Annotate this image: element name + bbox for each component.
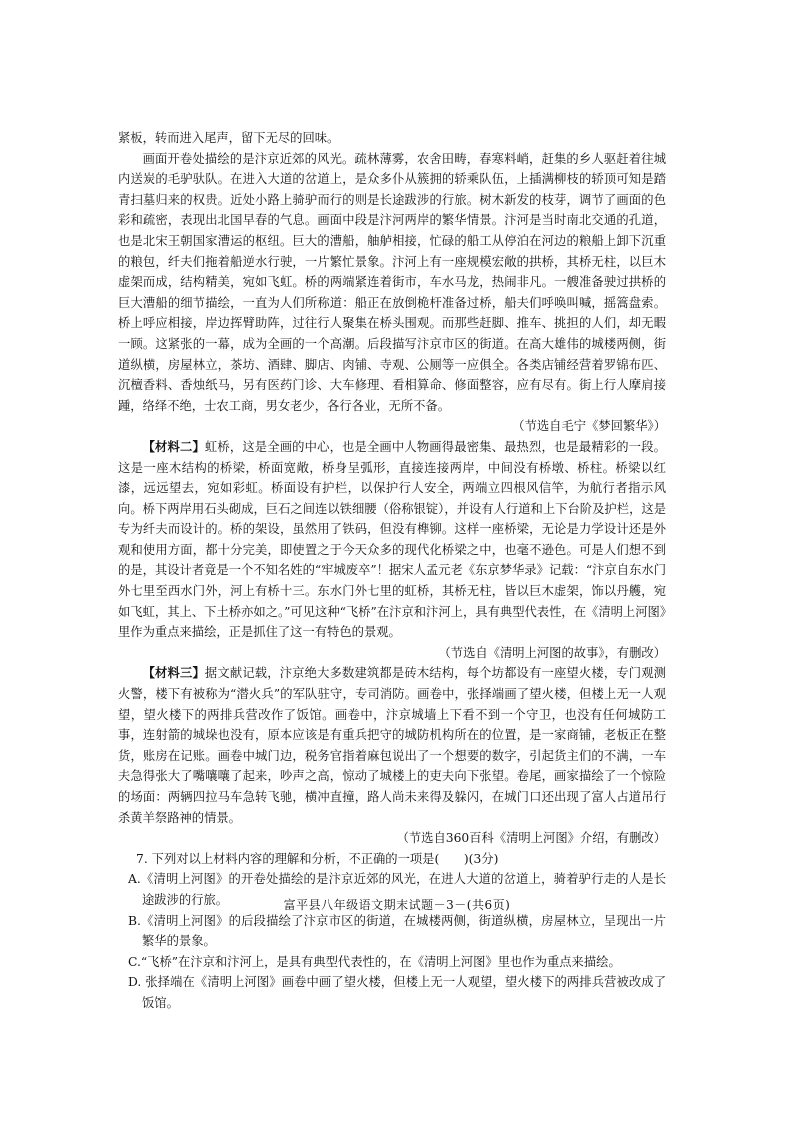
question-option-a: A.《清明上河图》的开卷处描绘的是汴京近郊的风光，在进人大道的岔道上，骑着驴行走的人是长途跋涉的行旅。	[128, 872, 666, 907]
material-two-text: 虹桥，这是全画的中心，也是全画中人物画得最密集、最热烈，也是最精彩的一段。这是一座木结构的桥梁，桥面宽敞，桥身呈弧形，直接连接两岸，中间没有桥墩、桥柱。桥梁以红漆，远远望去，宛如彩虹。桥面设有护栏，以保护行人安全，两端立四根风信竿，为航行者指示风向。桥下两岸用石头砌成，巨石之间连以铁细腰（俗称银锭），并设有人行道和上下台阶及护栏，这是专为纤夫而设计的。桥的架设，虽然用了铁码，但没有榫铆。这样一座桥梁，无论是力学设计还是外观和使用方面，都十分完美，即使置之于今天众多的现代化桥梁之中，也毫不逊色。可是人们想不到的是，其设计者竟是一个不知名姓的“牢城废卒”！据宋人孟元老《东京梦华录》记载：“汴京自东水门外七里至西水门外，河上有桥十三。东水门外七里的虹桥，其桥无柱，皆以巨木虚架，饰以丹艧，宛如飞虹，其上、下土桥亦如之。”可见这种“飞桥”在汴京和汴河上，具有典型代表性，在《清明上河图》里作为重点来描绘，正是抓住了这一有特色的景观。	[118, 439, 666, 640]
question-option-d: D. 张择端在《清明上河图》画卷中画了望火楼，但楼上无一人观望，望火楼下的两排兵营被改成了饭馆。	[128, 975, 666, 1010]
exam-page-body	[118, 128, 666, 1014]
question-stem: 7. 下列对以上材料内容的理解和分析，不正确的一项是( )(3分)	[136, 851, 499, 866]
question-option-c: C.“飞桥”在汴京和汴河上，是具有典型代表性的，在《清明上河图》里也作为重点来描绘。	[128, 954, 621, 969]
page-footer: 富平县八年级语文期末试题－3－(共6页)	[283, 898, 511, 912]
paragraph-material-one: 画面开卷处描绘的是汴京近郊的风光。疏林薄雾，农舍田畴，春寒料峭，赶集的乡人驱赶着往城内送炭的毛驴驮队。在进入大道的岔道上，是众多仆从簇拥的轿乘队伍，上插满柳枝的轿顶可知是踏青扫墓归来的权贵。近处小路上骑驴而行的则是长途跋涉的行旅。树木新发的枝芽，调节了画面的色彩和疏密，表现出北国早春的气息。画面中段是汴河两岸的繁华情景。汴河是当时南北交通的孔道，也是北宋王朝国家漕运的枢纽。巨大的漕船，舳舻相接，忙碌的船工从停泊在河边的粮船上卸下沉重的粮包，纤夫们拖着船逆水行驶，一片繁忙景象。汴河上有一座规模宏敞的拱桥，其桥无柱，以巨木虚架而成，结构精美，宛如飞虹。桥的两端紧连着街市，车水马龙，热闹非凡。一艘准备驶过拱桥的巨大漕船的细节描绘，一直为人们所称道：船正在放倒桅杆准备过桥，船夫们呼唤叫喊，摇篙盘索。桥上呼应相接，岸边挥臂助阵，过往行人聚集在桥头围观。而那些赶脚、推车、挑担的人们，却无暇一顾。这紧张的一幕，成为全画的一个高潮。后段描写汴京市区的街道。在高大雄伟的城楼两侧，街道纵横，房屋林立，茶坊、酒肆、脚店、肉铺、寺观、公厕等一应俱全。各类店铺经营着罗锦布匹、沉檀香料、香烛纸马，另有医药门诊、大车修理、看相算命、修面整容，应有尽有。街上行人摩肩接踵，络绎不绝，士农工商，男女老少，各行各业，无所不备。	[118, 151, 666, 413]
source-note-two: （节选自《清明上河图的故事》，有删改）	[438, 645, 666, 660]
material-three-label: 【材料三】	[142, 665, 205, 681]
source-note-three: （节选自360百科《清明上河图》介绍，有删改）	[396, 831, 666, 846]
paragraph-material-two	[118, 437, 666, 643]
paragraph-material-three	[118, 663, 666, 828]
paragraph-continuation: 紧板，转而进入尾声，留下无尽的回味。	[118, 131, 340, 145]
source-note-one: （节选自毛宁《梦回繁华》）	[512, 419, 666, 434]
material-two-label: 【材料二】	[142, 438, 205, 454]
question-option-b: B.《清明上河图》的后段描绘了汴京市区的街道，在城楼两侧，街道纵横，房屋林立，呈现出一片繁华的景象。	[128, 913, 666, 949]
material-three-text: 据文献记载，汴京绝大多数建筑都是砖木结构，每个坊都设有一座望火楼，专门观测火警，楼下有被称为“潜火兵”的军队驻守，专司消防。画卷中，张择端画了望火楼，但楼上无一人观望，望火楼下的两排兵营改作了饭馆。画卷中，汴京城墙上下看不到一个守卫，也没有任何城防工事，连射箭的城垛也没有，原本应该是有重兵把守的城防机构所在的位置，是一家商铺，老板正在整货，账房在记账。画卷中城门边，税务官指着麻包说出了一个想要的数字，引起货主们的不满，一车夫急得张大了嘴嚷嚷了起来，吵声之高，惊动了城楼上的吏夫向下张望。卷尾，画家描绘了一个惊险的场面：两辆四拉马车急转飞驰，横冲直撞，路人尚未来得及躲闪，在城门口还出现了富人占道吊行杀黄羊祭路神的情景。	[118, 666, 666, 825]
